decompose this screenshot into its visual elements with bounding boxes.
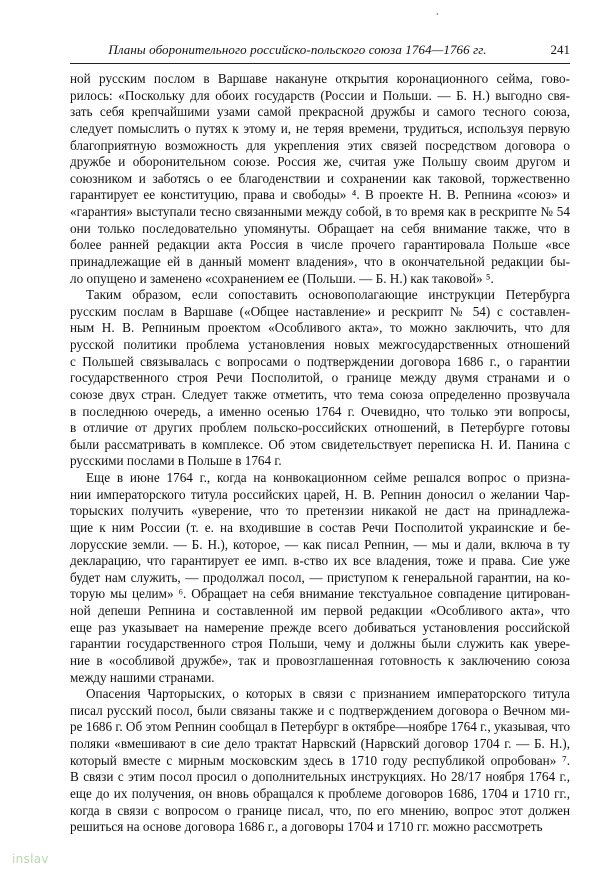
text-line: Опасения Чарторыских, о которых в связи с признанием императорского титула [86,686,570,702]
text-line: русской политики проблема установления новых межгосударственных отношений [70,337,570,352]
text-line: русским послам в Варшаве («Общее наставление» и рескрипт № 54) с составлен- [70,303,570,319]
text-line: декларацию, что гарантирует ее имп. в-ство их все владения, тоже и права. Сие уже [70,553,570,569]
page-header [70,40,570,64]
text-line: торую мы целим» ⁶. Обращает на себя внимание текстуальное совпадение цитирован- [70,586,570,602]
text-line: ло опущено и заменено «сохранением ее (Польши. — Б. Н.) как таковой» ⁵. [70,270,494,286]
text-line: рилось: «Поскольку для обоих государств (России и Польши. — Б. Н.) выгодно свя- [70,87,570,103]
text-line: поляки «вмешивают в сие дело трактат Нарвский (Нарвский договор 1704 г. — Б. Н.), [70,736,570,751]
text-line: ным Н. В. Репниным проектом «Особливого акта», то можно заключить, что для [70,320,570,336]
running-title: Планы оборонительного российско-польского союза 1764—1766 гг. [108,42,487,57]
text-line: следует помыслить о путях к этому и, не теряя времени, трудиться, используя первую [70,120,570,136]
text-line: еще до их получения, он вновь обращался к проблеме договоров 1686, 1704 и 1710 гг., [70,785,570,801]
text-line: В связи с этим посол просил о дополнительных инструкциях. Но 28/17 ноября 1764 г., [70,769,570,785]
watermark-text: inslav [12,852,49,866]
text-line: писал русский посол, были связаны также и с подтверждением договора о Вечном ми- [70,702,570,718]
text-line: зать себя крепчайшими узами самой прекрасной дружбы и самого тесного союза, [70,104,570,120]
text-line: дружбе и оборонительном союзе. Россия же, считая уже Польшу своим другом и [70,154,570,170]
text-line: государственного строя Речи Посполитой, о границе между двумя странами и о [70,370,570,386]
text-line: благоприятную возможность для укрепления этих связей посредством договора о [70,137,570,153]
text-line: ной русским послом в Варшаве накануне открытия коронационного сейма, гово- [70,71,570,86]
text-line: Еще в июне 1764 г., когда на конвокационном сейме решался вопрос о призна- [86,470,570,485]
text-line: еще раз указывает на намерение прежде всего добиваться установления российской [70,619,570,635]
text-line: в последнюю очередь, а именно осенью 1764 г. Очевидно, что только эти вопросы, [70,403,570,419]
text-line: нии императорского титула российских царей, Н. В. Репнин доносил о желании Чар- [70,486,570,502]
page-number: 241 [550,42,570,57]
text-line: в отличие от других проблем польско-российских отношений, в Петербурге готовы [70,420,570,436]
text-line: русскими послами в Польше в 1764 г. [70,453,282,469]
corner-mark: • [436,10,439,19]
text-line: были рассматривать в комплексе. Об этом свидетельствует переписка Н. И. Панина с [70,436,570,452]
text-line: «гарантия» выступали тесно связанными между собой, в то время как в рескрипте № 54 [70,204,570,219]
text-line: когда в связи с вопросом о границе писал, что, по его мнению, вопрос этот должен [70,802,570,818]
paragraph [70,470,570,686]
text-line: гарантирует ее конституцию, права и свободы» ⁴. В проекте Н. В. Репнина «союз» и [70,187,570,203]
text-line: с Польшей связывалась с вопросами о подтверждении договора 1686 г., о гарантии [70,353,570,369]
paragraph [70,71,570,287]
text-line: принадлежащие ей в данный момент владения», что в окончательной редакции бы- [70,253,570,269]
text-line: союзником и заботясь о ее благоденствии и сохранении как таковой, торжественно [70,170,570,186]
paragraph [70,287,570,470]
text-line: ной депеши Репнина и составленной им первой редакции «Особливого акта», что [70,603,570,618]
text-line: который вместе с мирным московским здесь в 1710 году республикой опробован» ⁷. [70,752,570,768]
text-line: торыских получить «уверение, что то претензии никакой не даст на принадлежа- [70,503,570,519]
text-line: они только последовательно упомянуты. Обращает на себя внимание также, что в [70,220,570,236]
text-line: ние в «особливой дружбе», так и провозглашенная готовность к заключению союза [70,652,570,668]
text-line: гарантии государственного строя Польши, чему и должны были служить как увере- [70,636,570,652]
text-line: ре 1686 г. Об этом Репнин сообщал в Петербург в октябре—ноябре 1764 г., указывая, что [70,719,571,735]
text-line: щие к ним России (т. е. на входившие в состав Речи Посполитой украинские и бе- [70,519,570,535]
text-line: между нашими странами. [70,669,215,685]
text-line: лорусские земли. — Б. Н.), которое, — как писал Репнин, — мы и дали, включа в ту [70,536,570,552]
text-line: Таким образом, если сопоставить основополагающие инструкции Петербурга [86,287,570,303]
header-rule [70,63,570,64]
text-line: будет нам служить, — продолжал посол, — приступом к генеральной гарантии, на ко- [70,569,570,585]
body-text [70,71,570,836]
text-line: более ранней редакции акта Россия в числе прочего гарантировала Польше «все [70,237,570,253]
text-line: союзе двух стран. Следует также отметить, что тема союза определенно прозвучала [70,386,570,402]
paragraph [70,686,570,836]
text-line: решиться на основе договора 1686 г., а договоры 1704 и 1710 гг. можно рассмотреть [70,819,543,835]
